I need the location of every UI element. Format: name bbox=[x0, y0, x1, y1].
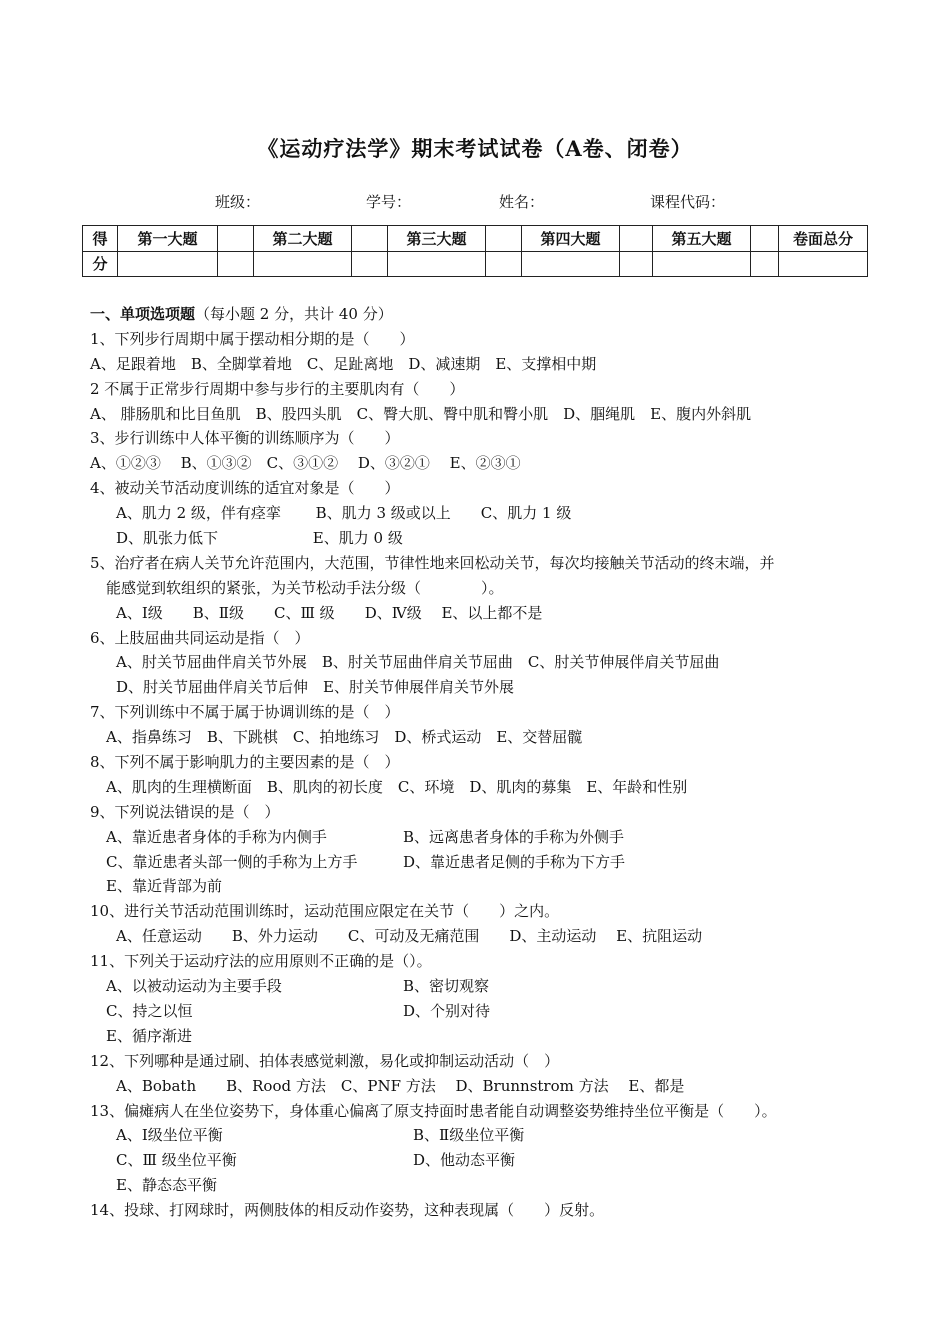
question-stem: 2 不属于正常步行周期中参与步行的主要肌肉有（ ） bbox=[90, 379, 465, 398]
student-id-field-label: 学号： bbox=[366, 193, 412, 211]
section-heading bbox=[90, 302, 870, 327]
class-field-label: 班级： bbox=[215, 193, 261, 211]
answer-option: C、持之以恒 bbox=[106, 1001, 193, 1020]
score-header-total: 卷面总分 bbox=[779, 226, 868, 252]
score-header-section-4: 第四大题 bbox=[522, 226, 620, 252]
course-code-field-label: 课程代码： bbox=[650, 193, 726, 211]
answer-options-row bbox=[90, 974, 870, 999]
score-header-section-5: 第五大题 bbox=[653, 226, 751, 252]
question-stem-continued: 能感觉到软组织的紧张，为关节松动手法分级（ ）。 bbox=[106, 578, 504, 597]
question-stem: 6、上肢屈曲共同运动是指（ ） bbox=[90, 628, 310, 647]
question-stem: 5、治疗者在病人关节允许范围内，大范围，节律性地来回松动关节，每次均接触关节活动的终末端，并 bbox=[90, 553, 775, 572]
answer-options: A、Bobath B、Rood 方法 C、PNF 方法 D、Brunnstrom 方法 E、都是 bbox=[116, 1076, 685, 1095]
question-stem: 12、下列哪种是通过刷、拍体表感觉刺激，易化或抑制运动活动（ ） bbox=[90, 1051, 560, 1070]
score-cell bbox=[352, 251, 388, 277]
score-cell bbox=[620, 226, 653, 252]
answer-options: A、肌肉的生理横断面 B、肌肉的初长度 C、环境 D、肌肉的募集 E、年龄和性别 bbox=[106, 777, 688, 796]
question-list bbox=[90, 302, 870, 1223]
name-field-label: 姓名： bbox=[499, 193, 545, 211]
question-stem: 10、进行关节活动范围训练时，运动范围应限定在关节（ ）之内。 bbox=[90, 902, 560, 921]
answer-options: A、①②③ B、①③② C、③①② D、③②① E、②③① bbox=[90, 454, 521, 473]
score-cell bbox=[388, 251, 486, 277]
answer-options: A、任意运动 B、外力运动 C、可动及无痛范围 D、主动运动 E、抗阻运动 bbox=[116, 927, 703, 946]
question-stem: 14、投球、打网球时，两侧肢体的相反动作姿势，这种表现属（ ）反射。 bbox=[90, 1201, 605, 1220]
question-stem: 8、下列不属于影响肌力的主要因素的是（ ） bbox=[90, 753, 400, 772]
score-table bbox=[82, 225, 868, 277]
answer-option: A、以被动运动为主要手段 bbox=[106, 977, 282, 996]
answer-options-row bbox=[90, 825, 870, 850]
exam-title: 《运动疗法学》期末考试试卷（A卷、闭卷） bbox=[257, 136, 693, 161]
answer-option: E、循序渐进 bbox=[106, 1026, 192, 1045]
answer-options: A、足跟着地 B、全脚掌着地 C、足趾离地 D、减速期 E、支撑相中期 bbox=[90, 354, 597, 373]
answer-option: A、靠近患者身体的手称为内侧手 bbox=[106, 827, 327, 846]
answer-options-row bbox=[90, 999, 870, 1024]
score-cell bbox=[218, 226, 254, 252]
section-note: （每小题 2 分，共计 40 分） bbox=[195, 305, 393, 323]
answer-option: C、靠近患者头部一侧的手称为上方手 bbox=[106, 852, 358, 871]
score-table-value-row bbox=[83, 251, 868, 277]
score-row-label-top: 得 bbox=[83, 226, 118, 252]
score-header-section-3: 第三大题 bbox=[388, 226, 486, 252]
score-cell bbox=[751, 226, 779, 252]
answer-options-row bbox=[90, 850, 870, 875]
student-info-row bbox=[0, 191, 950, 213]
answer-option: B、密切观察 bbox=[403, 977, 490, 996]
answer-option: E、静态态平衡 bbox=[116, 1176, 217, 1195]
score-cell bbox=[254, 251, 352, 277]
score-header-section-1: 第一大题 bbox=[118, 226, 218, 252]
answer-options: A、指鼻练习 B、下跳棋 C、拍地练习 D、桥式运动 E、交替屈髋 bbox=[106, 728, 583, 747]
answer-option: D、个别对待 bbox=[403, 1001, 491, 1020]
score-cell bbox=[522, 251, 620, 277]
score-cell bbox=[218, 251, 254, 277]
score-table-header-row bbox=[83, 226, 868, 252]
question-stem: 11、下列关于运动疗法的应用原则不正确的是（）。 bbox=[90, 952, 432, 971]
question-stem: 7、下列训练中不属于属于协调训练的是（ ） bbox=[90, 703, 400, 722]
answer-options: D、肘关节屈曲伴肩关节后伸 E、肘关节伸展伴肩关节外展 bbox=[116, 678, 514, 697]
answer-option: D、他动态平衡 bbox=[413, 1151, 516, 1170]
question-stem: 1、下列步行周期中属于摆动相分期的是（ ） bbox=[90, 329, 415, 348]
answer-option: D、靠近患者足侧的手称为下方手 bbox=[403, 852, 626, 871]
score-cell bbox=[653, 251, 751, 277]
section-title: 一、单项选项题 bbox=[90, 305, 196, 323]
question-stem: 3、步行训练中人体平衡的训练顺序为（ ） bbox=[90, 429, 400, 448]
score-cell bbox=[486, 226, 522, 252]
answer-options: A、Ⅰ级 B、Ⅱ级 C、Ⅲ 级 D、Ⅳ级 E、以上都不是 bbox=[116, 603, 543, 622]
answer-option: A、Ⅰ级坐位平衡 bbox=[116, 1126, 223, 1145]
question-stem: 9、下列说法错误的是（ ） bbox=[90, 802, 280, 821]
score-cell bbox=[118, 251, 218, 277]
answer-options: A、 腓肠肌和比目鱼肌 B、股四头肌 C、臀大肌、臀中肌和臀小肌 D、腘绳肌 E、腹内外斜肌 bbox=[90, 404, 752, 423]
answer-options-row bbox=[90, 1123, 870, 1148]
answer-option: C、Ⅲ 级坐位平衡 bbox=[116, 1151, 237, 1170]
score-cell bbox=[620, 251, 653, 277]
answer-options: A、肌力 2 级，伴有痉挛 B、肌力 3 级或以上 C、肌力 1 级 bbox=[116, 504, 572, 523]
score-cell bbox=[486, 251, 522, 277]
score-cell bbox=[352, 226, 388, 252]
answer-option: E、靠近背部为前 bbox=[106, 877, 222, 896]
answer-options: D、肌张力低下 E、肌力 0 级 bbox=[116, 529, 403, 548]
score-cell bbox=[779, 251, 868, 277]
score-cell bbox=[751, 251, 779, 277]
score-row-label-bottom: 分 bbox=[83, 251, 118, 277]
score-header-section-2: 第二大题 bbox=[254, 226, 352, 252]
question-stem: 13、偏瘫病人在坐位姿势下，身体重心偏离了原支持面时患者能自动调整姿势维持坐位平衡是（ ）。 bbox=[90, 1101, 777, 1120]
answer-options-row bbox=[90, 1148, 870, 1173]
answer-option: B、远离患者身体的手称为外侧手 bbox=[403, 827, 625, 846]
answer-options: A、肘关节屈曲伴肩关节外展 B、肘关节屈曲伴肩关节屈曲 C、肘关节伸展伴肩关节屈曲 bbox=[116, 653, 720, 672]
question-stem: 4、被动关节活动度训练的适宜对象是（ ） bbox=[90, 479, 400, 498]
answer-option: B、Ⅱ级坐位平衡 bbox=[413, 1126, 525, 1145]
